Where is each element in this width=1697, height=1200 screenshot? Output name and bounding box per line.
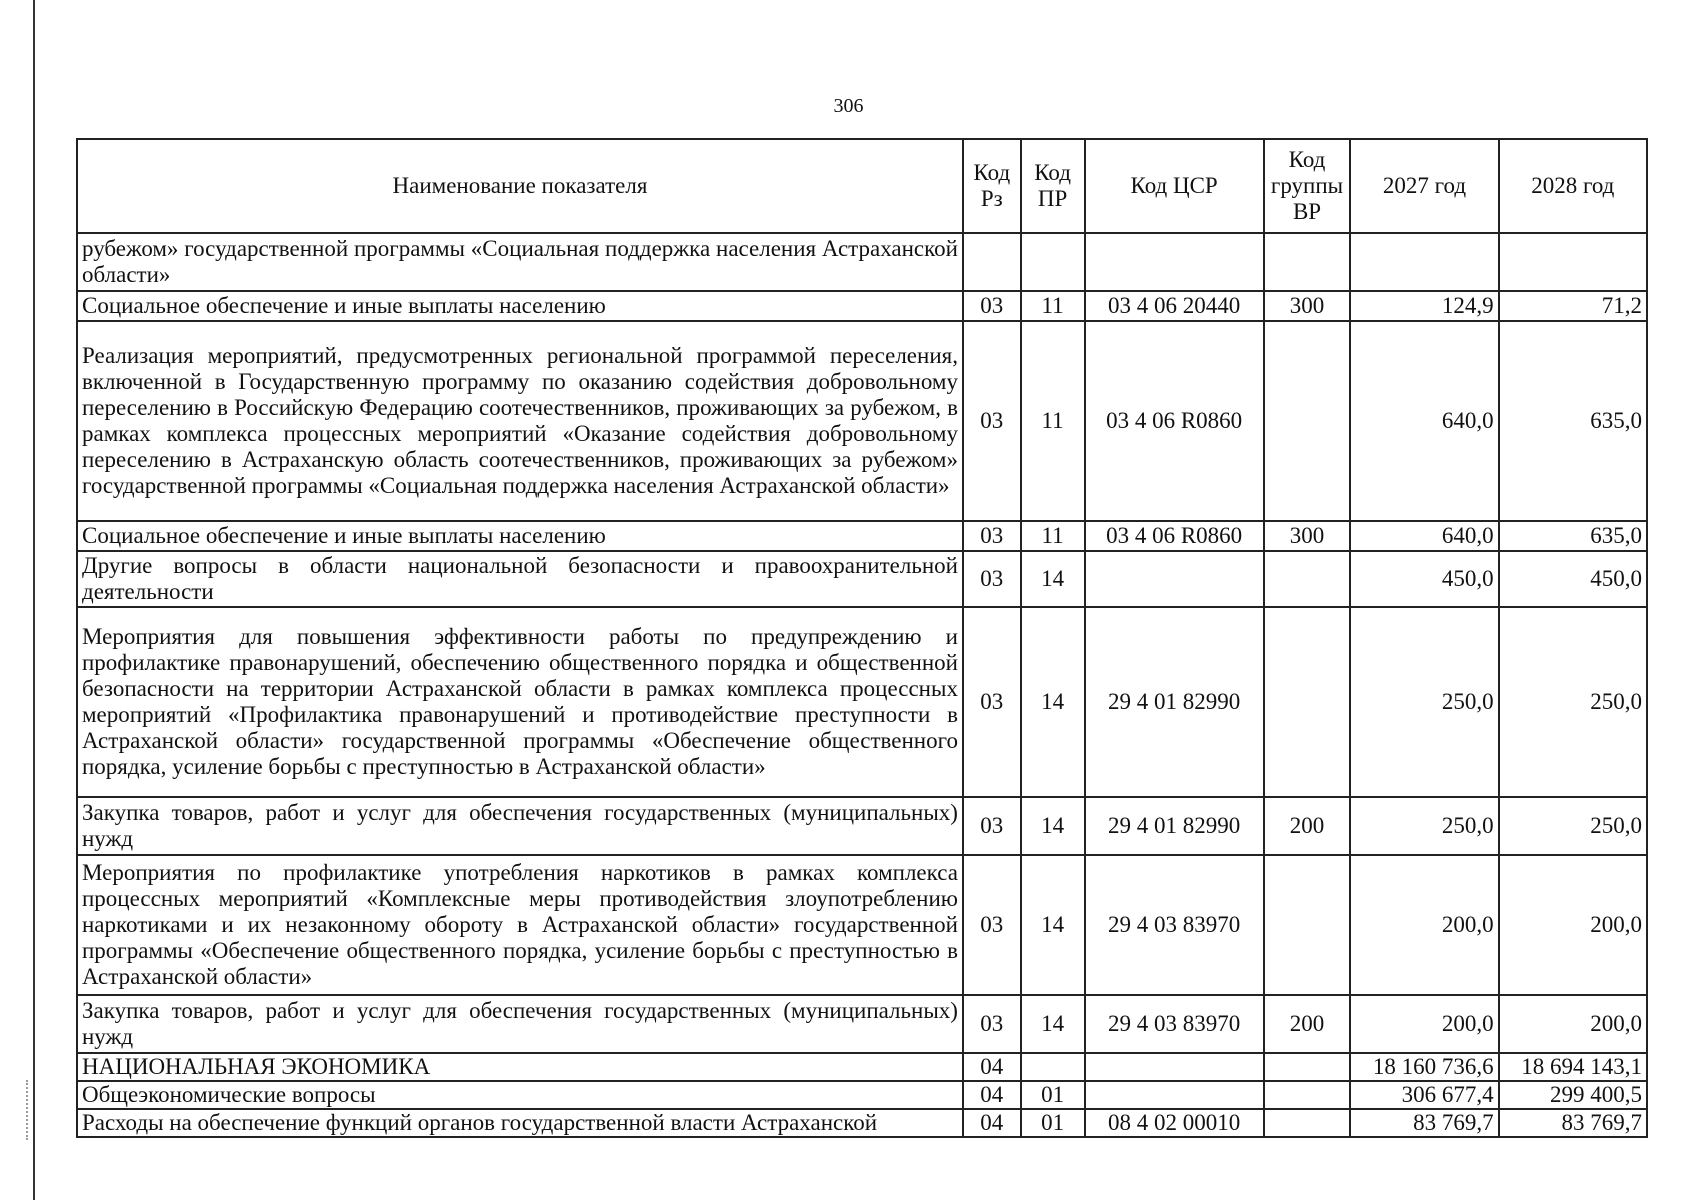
row-2028: 250,0 (1499, 797, 1647, 855)
row-csr: 08 4 02 00010 (1085, 1109, 1264, 1137)
header-name: Наименование показателя (77, 139, 963, 233)
row-vr (1264, 607, 1351, 797)
row-rz (963, 233, 1021, 291)
row-pr: 14 (1021, 855, 1085, 995)
page-number: 306 (833, 95, 864, 117)
row-name: Другие вопросы в области национальной безопасности и правоохранительной деятельности (77, 551, 963, 607)
row-csr: 03 4 06 R0860 (1085, 521, 1264, 551)
row-csr (1085, 1053, 1264, 1081)
row-csr: 29 4 03 83970 (1085, 995, 1264, 1053)
table-row (77, 321, 1647, 521)
left-margin-line (33, 0, 35, 1200)
row-vr (1264, 1109, 1351, 1137)
row-2028: 450,0 (1499, 551, 1647, 607)
row-pr: 14 (1021, 551, 1085, 607)
row-name: Общеэкономические вопросы (77, 1081, 963, 1109)
header-rz: Код Рз (963, 139, 1021, 233)
margin-dots (26, 1080, 30, 1140)
row-2027: 124,9 (1350, 291, 1498, 321)
table-row (77, 233, 1647, 291)
row-name: НАЦИОНАЛЬНАЯ ЭКОНОМИКА (77, 1053, 963, 1081)
row-pr: 01 (1021, 1109, 1085, 1137)
row-csr: 29 4 03 83970 (1085, 855, 1264, 995)
row-2027: 200,0 (1350, 995, 1498, 1053)
row-csr: 29 4 01 82990 (1085, 607, 1264, 797)
row-name: рубежом» государственной программы «Социальная поддержка населения Астраханской области» (77, 233, 963, 291)
row-pr: 11 (1021, 321, 1085, 521)
row-name: Закупка товаров, работ и услуг для обеспечения государственных (муниципальных) нужд (77, 797, 963, 855)
row-vr (1264, 1053, 1351, 1081)
row-name: Социальное обеспечение и иные выплаты населению (77, 291, 963, 321)
row-rz: 03 (963, 607, 1021, 797)
row-rz: 03 (963, 521, 1021, 551)
row-rz: 03 (963, 995, 1021, 1053)
row-2028: 635,0 (1499, 521, 1647, 551)
table-row (77, 855, 1647, 995)
row-2028: 200,0 (1499, 995, 1647, 1053)
row-name: Социальное обеспечение и иные выплаты населению (77, 521, 963, 551)
table-row (77, 607, 1647, 797)
row-2027: 18 160 736,6 (1350, 1053, 1498, 1081)
row-pr: 14 (1021, 995, 1085, 1053)
row-2028: 71,2 (1499, 291, 1647, 321)
row-name: Расходы на обеспечение функций органов государственной власти Астраханской (77, 1109, 963, 1137)
row-pr: 11 (1021, 521, 1085, 551)
row-rz: 03 (963, 855, 1021, 995)
row-2027 (1350, 233, 1498, 291)
table-row (77, 291, 1647, 321)
row-2027: 450,0 (1350, 551, 1498, 607)
row-2027: 83 769,7 (1350, 1109, 1498, 1137)
row-csr (1085, 551, 1264, 607)
row-rz: 04 (963, 1081, 1021, 1109)
row-2028: 18 694 143,1 (1499, 1053, 1647, 1081)
row-vr (1264, 233, 1351, 291)
row-2028: 200,0 (1499, 855, 1647, 995)
row-2028 (1499, 233, 1647, 291)
row-name: Закупка товаров, работ и услуг для обеспечения государственных (муниципальных) нужд (77, 995, 963, 1053)
row-csr: 03 4 06 R0860 (1085, 321, 1264, 521)
row-pr (1021, 233, 1085, 291)
table-row (77, 995, 1647, 1053)
row-vr: 200 (1264, 797, 1351, 855)
row-2027: 250,0 (1350, 607, 1498, 797)
header-row (77, 139, 1647, 233)
row-vr: 200 (1264, 995, 1351, 1053)
row-pr (1021, 1053, 1085, 1081)
row-vr (1264, 855, 1351, 995)
table-row (77, 1081, 1647, 1109)
row-rz: 03 (963, 291, 1021, 321)
row-2028: 83 769,7 (1499, 1109, 1647, 1137)
row-pr: 14 (1021, 797, 1085, 855)
row-2028: 635,0 (1499, 321, 1647, 521)
row-vr (1264, 321, 1351, 521)
row-2027: 200,0 (1350, 855, 1498, 995)
header-vr: Код группы ВР (1264, 139, 1351, 233)
row-csr (1085, 233, 1264, 291)
row-2027: 250,0 (1350, 797, 1498, 855)
row-name: Реализация мероприятий, предусмотренных региональной программой переселения, включенной в Государственную программу по оказанию содействия добровольному переселению в Российскую Федерацию соотечественников, проживающих за рубежом, в рамках комплекса процессных мероприятий «Оказание содействия добровольному переселению в Астраханскую область соотечественников, проживающих за рубежом» государственной программы «Социальная поддержка населения Астраханской области» (77, 321, 963, 521)
row-rz: 03 (963, 321, 1021, 521)
header-pr: Код ПР (1021, 139, 1085, 233)
row-2027: 640,0 (1350, 321, 1498, 521)
row-pr: 14 (1021, 607, 1085, 797)
table-row (77, 1109, 1647, 1137)
header-2028: 2028 год (1499, 139, 1647, 233)
row-vr (1264, 1081, 1351, 1109)
row-name: Мероприятия для повышения эффективности работы по предупреждению и профилактике правонарушений, обеспечению общественного порядка и общественной безопасности на территории Астраханской области в рамках комплекса процессных мероприятий «Профилактика правонарушений и противодействие преступности в Астраханской области» государственной программы «Обеспечение общественного порядка, усиление борьбы с преступностью в Астраханской области» (77, 607, 963, 797)
table-row (77, 797, 1647, 855)
row-vr: 300 (1264, 521, 1351, 551)
row-pr: 11 (1021, 291, 1085, 321)
row-csr: 29 4 01 82990 (1085, 797, 1264, 855)
row-rz: 04 (963, 1109, 1021, 1137)
row-2027: 306 677,4 (1350, 1081, 1498, 1109)
header-2027: 2027 год (1350, 139, 1498, 233)
row-rz: 03 (963, 797, 1021, 855)
budget-table (76, 138, 1648, 1138)
header-csr: Код ЦСР (1085, 139, 1264, 233)
row-2027: 640,0 (1350, 521, 1498, 551)
row-2028: 299 400,5 (1499, 1081, 1647, 1109)
table-row (77, 521, 1647, 551)
row-name: Мероприятия по профилактике употребления наркотиков в рамках комплекса процессных мероприятий «Комплексные меры противодействия злоупотреблению наркотиками и их незаконному обороту в Астраханской области» государственной программы «Обеспечение общественного порядка, усиление борьбы с преступностью в Астраханской области» (77, 855, 963, 995)
row-rz: 04 (963, 1053, 1021, 1081)
row-rz: 03 (963, 551, 1021, 607)
row-vr: 300 (1264, 291, 1351, 321)
table-row (77, 551, 1647, 607)
row-vr (1264, 551, 1351, 607)
row-2028: 250,0 (1499, 607, 1647, 797)
row-pr: 01 (1021, 1081, 1085, 1109)
row-csr (1085, 1081, 1264, 1109)
table-row (77, 1053, 1647, 1081)
row-csr: 03 4 06 20440 (1085, 291, 1264, 321)
